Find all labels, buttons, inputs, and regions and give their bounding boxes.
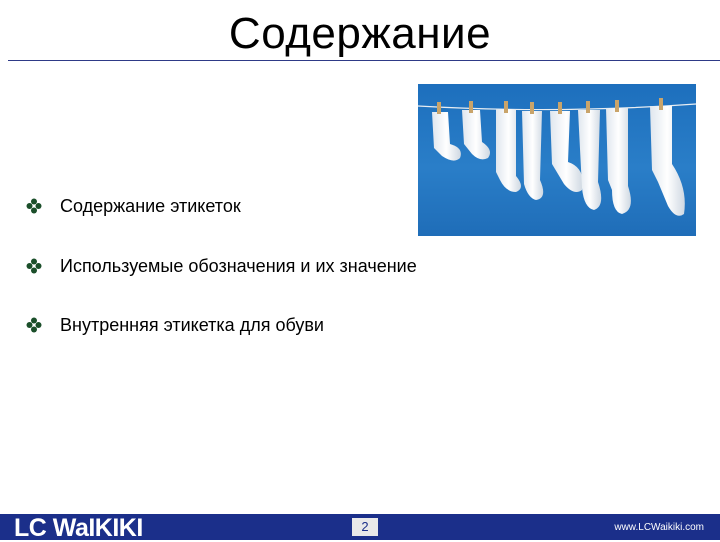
socks-photo	[418, 84, 696, 236]
bullet-item	[26, 194, 241, 218]
diamond-bullet-icon	[26, 258, 42, 274]
page-number: 2	[352, 518, 378, 536]
logo-waikiki-text: WaIKIKI	[52, 514, 143, 542]
diamond-bullet-icon	[26, 317, 42, 333]
bullet-item	[26, 313, 324, 337]
slide-title: Содержание	[228, 9, 492, 58]
bullet-label: Внутренняя этикетка для обуви	[60, 314, 324, 335]
bullet-item	[26, 254, 417, 278]
bullet-label: Содержание этикеток	[60, 195, 241, 216]
lcwaikiki-logo	[14, 514, 143, 540]
footer-bar	[0, 514, 720, 540]
logo-lc-text: LC	[14, 514, 53, 542]
website-url: www.LCWaikiki.com	[614, 522, 704, 533]
diamond-bullet-icon	[26, 198, 42, 214]
bullet-label: Используемые обозначения и их значение	[60, 255, 417, 276]
title-divider	[8, 60, 720, 61]
